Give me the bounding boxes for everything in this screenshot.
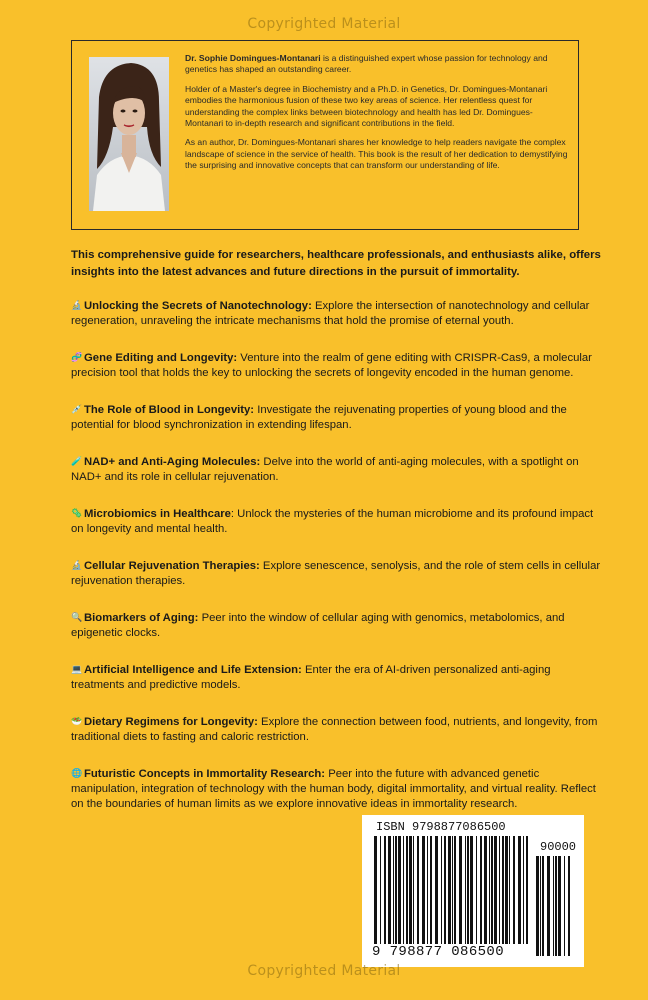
feature-item <box>71 662 606 693</box>
feature-title: Biomarkers of Aging: <box>84 612 199 624</box>
feature-item <box>71 454 606 485</box>
feature-description: Explore the connection between food, nutrients, and longevity, from traditional diets to fasting and caloric restriction. <box>71 716 598 743</box>
bio-paragraph-2: Holder of a Master's degree in Biochemistry and a Ph.D. in Genetics, Dr. Domingues-Montanari embodies the harmonious fusion of these two key areas of science. Her relentless quest for understanding the complex links between biotechnology and health has led Dr. Domingues-Montanari to in-depth research and significant contributions in the field. <box>185 83 548 129</box>
feature-description: Venture into the realm of gene editing with CRISPR-Cas9, a molecular precision tool that holds the key to unlocking the secrets of longevity encoded in the human genome. <box>71 352 592 379</box>
author-bio-box <box>71 40 579 230</box>
feature-title: Cellular Rejuvenation Therapies: <box>84 560 260 572</box>
feature-item <box>71 766 606 812</box>
author-photo <box>89 57 169 211</box>
feature-title: Dietary Regimens for Longevity: <box>84 716 258 728</box>
bio-paragraph-1-rest: is a distinguished expert whose passion for technology and genetics has shaped an outstanding career. <box>185 53 548 75</box>
feature-title: Unlocking the Secrets of Nanotechnology: <box>84 300 312 312</box>
dna-icon: 🧬 <box>71 352 83 362</box>
feature-description: Explore senescence, senolysis, and the role of stem cells in cellular rejuvenation therapies. <box>71 560 601 587</box>
feature-list <box>71 298 606 833</box>
globe-icon: 🌐 <box>71 768 83 778</box>
author-bio-text <box>185 53 570 180</box>
intro-paragraph: This comprehensive guide for researchers, healthcare professionals, and enthusiasts alike, offers insights into the latest advances and future directions in the pursuit of immortality. <box>71 249 601 278</box>
magnifier-icon: 🔍 <box>71 612 83 622</box>
feature-title: The Role of Blood in Longevity: <box>84 404 255 416</box>
feature-item <box>71 298 606 329</box>
microscope-icon: 🔬 <box>71 560 83 570</box>
feature-title: NAD+ and Anti-Aging Molecules: <box>84 456 261 468</box>
test-tube-icon: 🧪 <box>71 456 83 466</box>
feature-description: : Unlock the mysteries of the human microbiome and its profound impact on longevity and mental health. <box>71 508 594 535</box>
feature-title: Futuristic Concepts in Immortality Research: <box>84 768 326 780</box>
feature-title: Microbiomics in Healthcare <box>84 508 231 520</box>
feature-description: Investigate the rejuvenating properties of young blood and the potential for blood synchronization in extending lifespan. <box>71 404 567 431</box>
price-code-label: 90000 <box>540 840 577 854</box>
author-name: Dr. Sophie Domingues-Montanari <box>185 53 321 63</box>
feature-description: Peer into the window of cellular aging with genomics, metabolomics, and epigenetic clocks. <box>71 612 565 639</box>
watermark-top: Copyrighted Material <box>247 16 401 32</box>
microbe-icon: 🦠 <box>71 508 83 518</box>
feature-description: Enter the era of AI-driven personalized anti-aging treatments and predictive models. <box>71 664 551 691</box>
feature-title: Gene Editing and Longevity: <box>84 352 238 364</box>
feature-item <box>71 350 606 381</box>
price-barcode <box>536 856 574 956</box>
ean-barcode <box>374 836 530 948</box>
barcode-box <box>362 815 584 967</box>
bio-paragraph-3: As an author, Dr. Domingues-Montanari shares her knowledge to help readers navigate the complex landscape of science in the service of health. This book is the result of her dedication to demystifying the surprising and innovative concepts that can transform our understanding of life. <box>185 137 568 171</box>
feature-item <box>71 558 606 589</box>
ean-digits: 9 798877 086500 <box>372 944 532 960</box>
syringe-icon: 💉 <box>71 404 83 414</box>
isbn-label: ISBN 9798877086500 <box>376 820 506 834</box>
feature-item <box>71 714 606 745</box>
feature-item <box>71 506 606 537</box>
feature-item <box>71 610 606 641</box>
feature-description: Delve into the world of anti-aging molecules, with a spotlight on NAD+ and its role in cellular rejuvenation. <box>71 456 579 483</box>
feature-description: Explore the intersection of nanotechnology and cellular regeneration, unraveling the intricate mechanisms that hold the promise of eternal youth. <box>71 300 590 327</box>
feature-item <box>71 402 606 433</box>
feature-description: Peer into the future with advanced genetic manipulation, integration of technology with the human body, digital immortality, and virtual reality. Reflect on the boundaries of human limits as we explore innovative ideas in immortality research. <box>71 768 596 810</box>
watermark-bottom: Copyrighted Material <box>247 963 401 979</box>
food-icon: 🥗 <box>71 716 83 726</box>
bio-paragraph-1 <box>185 53 570 76</box>
computer-icon: 💻 <box>71 664 83 674</box>
microscope-icon: 🔬 <box>71 300 83 310</box>
feature-title: Artificial Intelligence and Life Extension: <box>84 664 302 676</box>
